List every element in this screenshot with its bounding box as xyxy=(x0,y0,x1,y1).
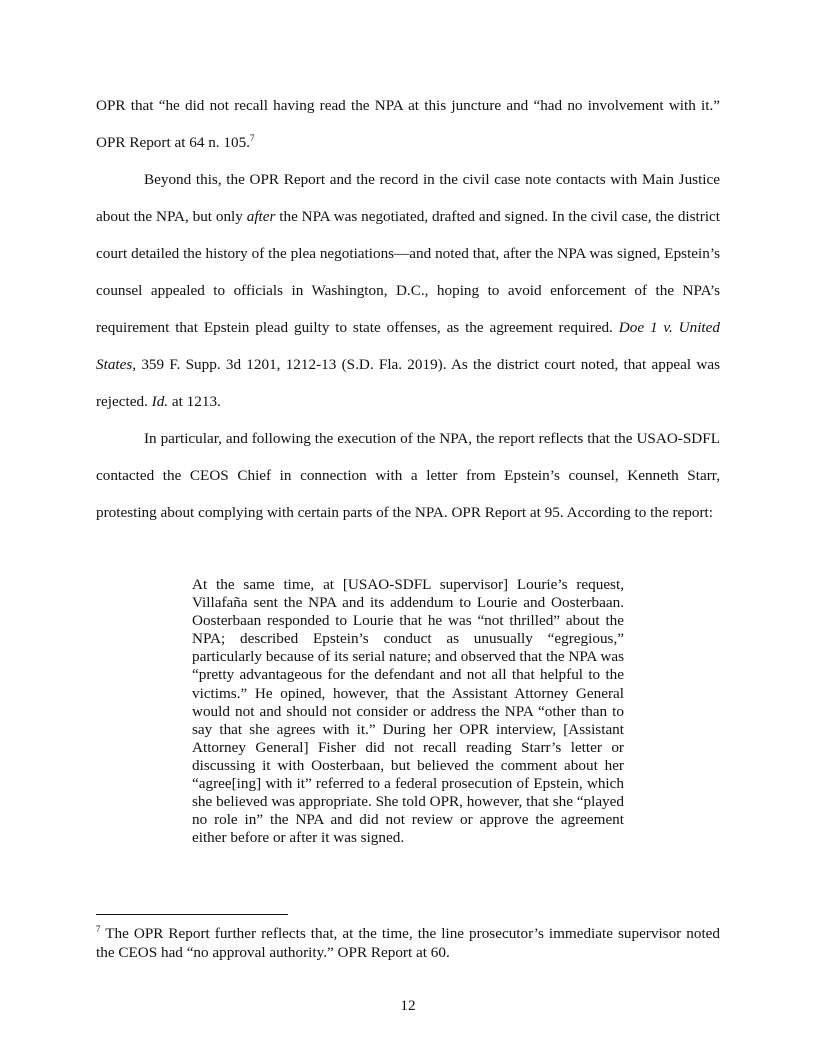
page-number: 12 xyxy=(400,997,416,1014)
case-citation-name: Doe 1 v. United States xyxy=(96,319,720,373)
continued-paragraph-text: OPR that “he did not recall having read the NPA at this juncture and “had no involvement with it.” OPR Report at 64 n. 105. xyxy=(96,97,720,151)
paragraph-2-text-1: Beyond this, the OPR Report and the record in the civil case note contacts with Main Justice about the NPA, but only xyxy=(96,171,720,225)
paragraph-2-text-3: , 359 F. Supp. 3d 1201, 1212-13 (S.D. Fla. 2019). As the district court noted, that appeal was rejected. xyxy=(96,356,720,410)
footnote-divider xyxy=(96,914,288,915)
paragraph-2-text-2: the NPA was negotiated, drafted and signed. In the civil case, the district court detailed the history of the plea negotiations—and noted that, after the NPA was signed, Epstein’s counsel appealed to officials in Washington, D.C., hoping to avoid enforcement of the NPA’s requirement that Epstein plead guilty to state offenses, as the agreement required. xyxy=(96,208,720,336)
footnote-reference: 7 xyxy=(249,133,255,143)
paragraph-ceos-chief-contact: In particular, and following the execution of the NPA, the report reflects that the USAO-SDFL contacted the CEOS Chief in connection with a letter from Epstein’s counsel, Kenneth Starr, protesting about complying with certain parts of the NPA. OPR Report at 95. According to the report: xyxy=(96,430,720,521)
paragraph-2-text-4: at 1213. xyxy=(168,393,221,410)
footnote-text: The OPR Report further reflects that, at the time, the line prosecutor’s immediate supervisor noted the CEOS had “no approval authority.” OPR Report at 60. xyxy=(96,925,720,961)
continued-paragraph xyxy=(96,87,720,161)
block-quote: At the same time, at [USAO-SDFL supervisor] Lourie’s request, Villafaña sent the NPA and its addendum to Lourie and Oosterbaan. Oosterbaan responded to Lourie that he was “not thrilled” about the NPA; described Epstein’s conduct as unusually “egregious,” particularly because of its serial nature; and observed that the NPA was “pretty advantageous for the defendant and not all that helpful to the victims.” He opined, however, that the Assistant Attorney General would not and should not consider or address the NPA “other than to say that she agrees with it.” During her OPR interview, [Assistant Attorney General] Fisher did not recall reading Starr’s letter or discussing it with Oosterbaan, but believed the comment about her “agree[ing] with it” referred to a federal prosecution of Epstein, which she believed was appropriate. She told OPR, however, that she “played no role in” the NPA and did not review or approve the agreement either before or after it was signed. xyxy=(192,576,624,847)
paragraph-main-justice-contacts xyxy=(96,161,720,420)
id-citation: Id. xyxy=(151,393,169,410)
emphasis-after: after xyxy=(246,208,276,225)
footnote xyxy=(96,924,720,962)
body-text xyxy=(96,87,720,531)
footnote-number: 7 xyxy=(96,924,101,934)
